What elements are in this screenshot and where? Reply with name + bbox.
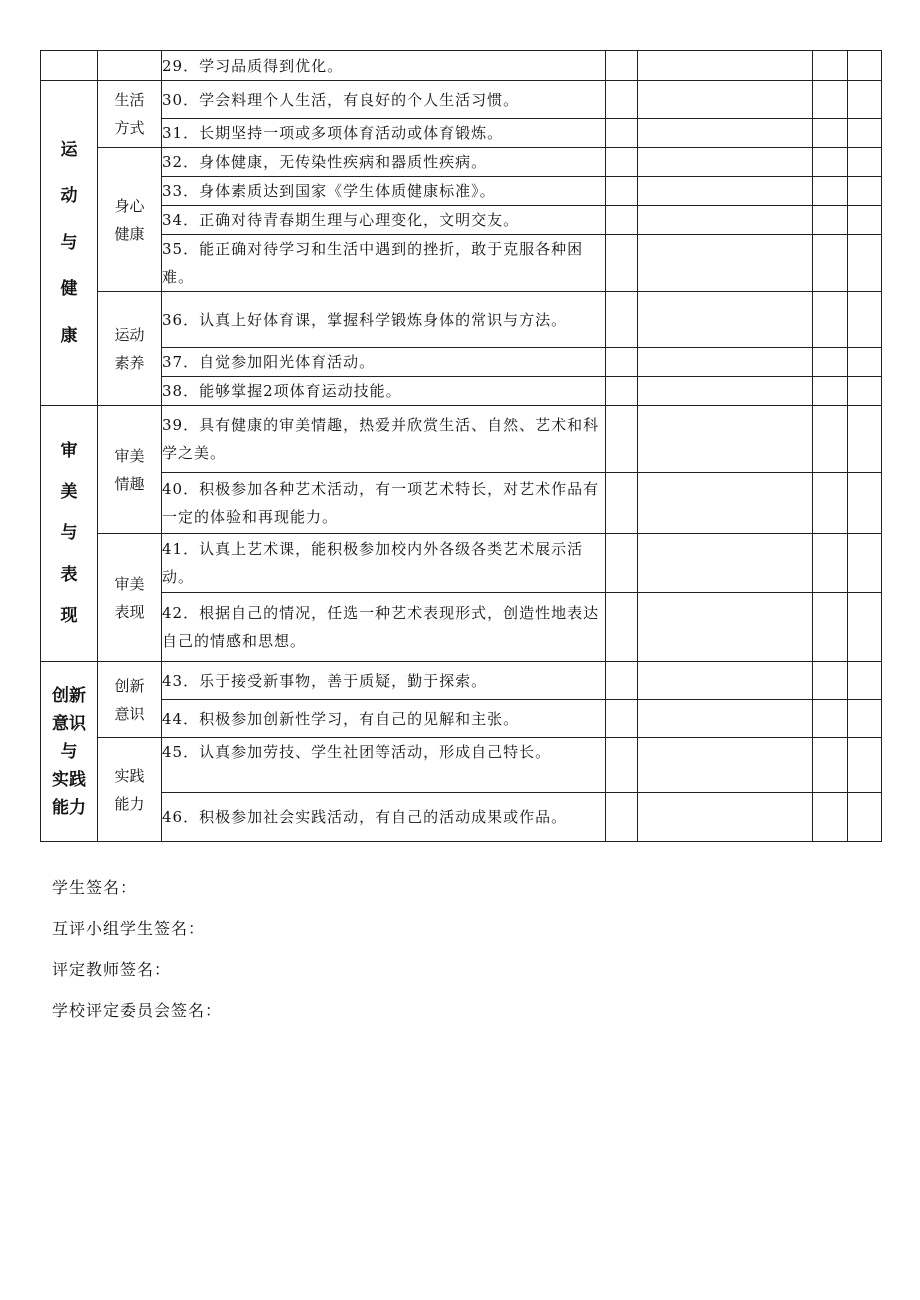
- indicator-42: 42．根据自己的情况，任选一种艺术表现形式，创造性地表达自己的情感和思想。: [162, 593, 606, 662]
- score-cell: [606, 700, 638, 738]
- table-row: [41, 119, 882, 148]
- score-cell: [606, 738, 638, 793]
- indicator-30: 30．学会料理个人生活，有良好的个人生活习惯。: [162, 81, 606, 119]
- table-row: [41, 534, 882, 593]
- score-cell: [813, 473, 848, 534]
- indicator-35: 35．能正确对待学习和生活中遇到的挫折，敢于克服各种困难。: [162, 235, 606, 292]
- student-signature-label: 学生签名：: [52, 878, 138, 897]
- subcategory-practical-ability: 实践 能力: [98, 738, 162, 842]
- table-row: [41, 700, 882, 738]
- comment-cell: [638, 148, 813, 177]
- table-row: [41, 148, 882, 177]
- subcategory-aesthetic-taste: 审美 情趣: [98, 406, 162, 534]
- indicator-46: 46．积极参加社会实践活动，有自己的活动成果或作品。: [162, 793, 606, 842]
- table-row: [41, 348, 882, 377]
- score-cell: [848, 292, 882, 348]
- score-cell: [813, 177, 848, 206]
- score-cell: [813, 406, 848, 473]
- score-cell: [813, 81, 848, 119]
- comment-cell: [638, 81, 813, 119]
- table-row: [41, 292, 882, 348]
- score-cell: [848, 377, 882, 406]
- score-cell: [848, 662, 882, 700]
- score-cell: [813, 292, 848, 348]
- score-cell: [606, 593, 638, 662]
- score-cell: [606, 119, 638, 148]
- table-row: [41, 662, 882, 700]
- score-cell: [606, 148, 638, 177]
- indicator-37: 37．自觉参加阳光体育活动。: [162, 348, 606, 377]
- score-cell: [813, 119, 848, 148]
- peer-group-signature-label: 互评小组学生签名：: [52, 919, 206, 938]
- subcategory-cell-empty: [98, 51, 162, 81]
- score-cell: [606, 235, 638, 292]
- score-cell: [606, 473, 638, 534]
- comment-cell: [638, 793, 813, 842]
- table-row: [41, 81, 882, 119]
- score-cell: [848, 119, 882, 148]
- score-cell: [813, 662, 848, 700]
- score-cell: [848, 177, 882, 206]
- comment-cell: [638, 235, 813, 292]
- comment-cell: [638, 473, 813, 534]
- indicator-34: 34．正确对待青春期生理与心理变化，文明交友。: [162, 206, 606, 235]
- table-row: [41, 793, 882, 842]
- score-cell: [848, 700, 882, 738]
- table-row: [41, 593, 882, 662]
- indicator-40: 40．积极参加各种艺术活动，有一项艺术特长，对艺术作品有一定的体验和再现能力。: [162, 473, 606, 534]
- score-cell: [848, 206, 882, 235]
- score-cell: [848, 148, 882, 177]
- indicator-41: 41．认真上艺术课，能积极参加校内外各级各类艺术展示活动。: [162, 534, 606, 593]
- score-cell: [813, 700, 848, 738]
- signature-section: [52, 873, 222, 1037]
- dimension-sports-health: 运 动 与 健 康: [41, 81, 98, 406]
- comment-cell: [638, 406, 813, 473]
- subcategory-sports-literacy: 运动 素养: [98, 292, 162, 406]
- score-cell: [813, 348, 848, 377]
- score-cell: [848, 793, 882, 842]
- score-cell: [606, 406, 638, 473]
- score-cell: [848, 348, 882, 377]
- comment-cell: [638, 119, 813, 148]
- score-cell: [848, 738, 882, 793]
- comment-cell: [638, 51, 813, 81]
- score-cell: [606, 793, 638, 842]
- table-row: [41, 177, 882, 206]
- comment-cell: [638, 177, 813, 206]
- comment-cell: [638, 662, 813, 700]
- table-row: [41, 406, 882, 473]
- indicator-43: 43．乐于接受新事物，善于质疑，勤于探索。: [162, 662, 606, 700]
- score-cell: [813, 738, 848, 793]
- comment-cell: [638, 292, 813, 348]
- score-cell: [606, 377, 638, 406]
- score-cell: [813, 593, 848, 662]
- table-row: [41, 738, 882, 793]
- subcategory-physical-mental-health: 身心 健康: [98, 148, 162, 292]
- score-cell: [606, 206, 638, 235]
- score-cell: [848, 473, 882, 534]
- comment-cell: [638, 700, 813, 738]
- table-row: [41, 235, 882, 292]
- score-cell: [813, 206, 848, 235]
- comment-cell: [638, 593, 813, 662]
- table-row: [41, 377, 882, 406]
- score-cell: [606, 51, 638, 81]
- table-row: [41, 206, 882, 235]
- score-cell: [848, 235, 882, 292]
- score-cell: [606, 348, 638, 377]
- score-cell: [606, 534, 638, 593]
- table-row: [41, 473, 882, 534]
- indicator-44: 44．积极参加创新性学习，有自己的见解和主张。: [162, 700, 606, 738]
- comment-cell: [638, 738, 813, 793]
- score-cell: [848, 593, 882, 662]
- score-cell: [606, 662, 638, 700]
- subcategory-lifestyle: 生活 方式: [98, 81, 162, 148]
- score-cell: [606, 177, 638, 206]
- comment-cell: [638, 206, 813, 235]
- indicator-31: 31．长期坚持一项或多项体育活动或体育锻炼。: [162, 119, 606, 148]
- score-cell: [813, 235, 848, 292]
- score-cell: [606, 292, 638, 348]
- score-cell: [848, 406, 882, 473]
- score-cell: [813, 148, 848, 177]
- dimension-innovation-practice: 创新 意识 与 实践 能力: [41, 662, 98, 842]
- score-cell: [848, 51, 882, 81]
- indicator-38: 38．能够掌握2项体育运动技能。: [162, 377, 606, 406]
- comment-cell: [638, 377, 813, 406]
- score-cell: [848, 81, 882, 119]
- score-cell: [606, 81, 638, 119]
- score-cell: [813, 51, 848, 81]
- comment-cell: [638, 348, 813, 377]
- comment-cell: [638, 534, 813, 593]
- subcategory-aesthetic-expression: 审美 表现: [98, 534, 162, 662]
- score-cell: [813, 377, 848, 406]
- dimension-aesthetics-expression: 审 美 与 表 现: [41, 406, 98, 662]
- dimension-cell-empty: [41, 51, 98, 81]
- evaluation-table: [40, 50, 882, 842]
- score-cell: [848, 534, 882, 593]
- indicator-33: 33．身体素质达到国家《学生体质健康标准》。: [162, 177, 606, 206]
- subcategory-innovation-awareness: 创新 意识: [98, 662, 162, 738]
- score-cell: [813, 793, 848, 842]
- score-cell: [813, 534, 848, 593]
- school-committee-signature-label: 学校评定委员会签名：: [52, 1001, 223, 1020]
- table-row: [41, 51, 882, 81]
- indicator-29: 29．学习品质得到优化。: [162, 51, 606, 81]
- indicator-32: 32．身体健康，无传染性疾病和器质性疾病。: [162, 148, 606, 177]
- indicator-45: 45．认真参加劳技、学生社团等活动，形成自己特长。: [162, 738, 606, 793]
- teacher-signature-label: 评定教师签名：: [52, 960, 172, 979]
- indicator-39: 39．具有健康的审美情趣，热爱并欣赏生活、自然、艺术和科学之美。: [162, 406, 606, 473]
- indicator-36: 36．认真上好体育课，掌握科学锻炼身体的常识与方法。: [162, 292, 606, 348]
